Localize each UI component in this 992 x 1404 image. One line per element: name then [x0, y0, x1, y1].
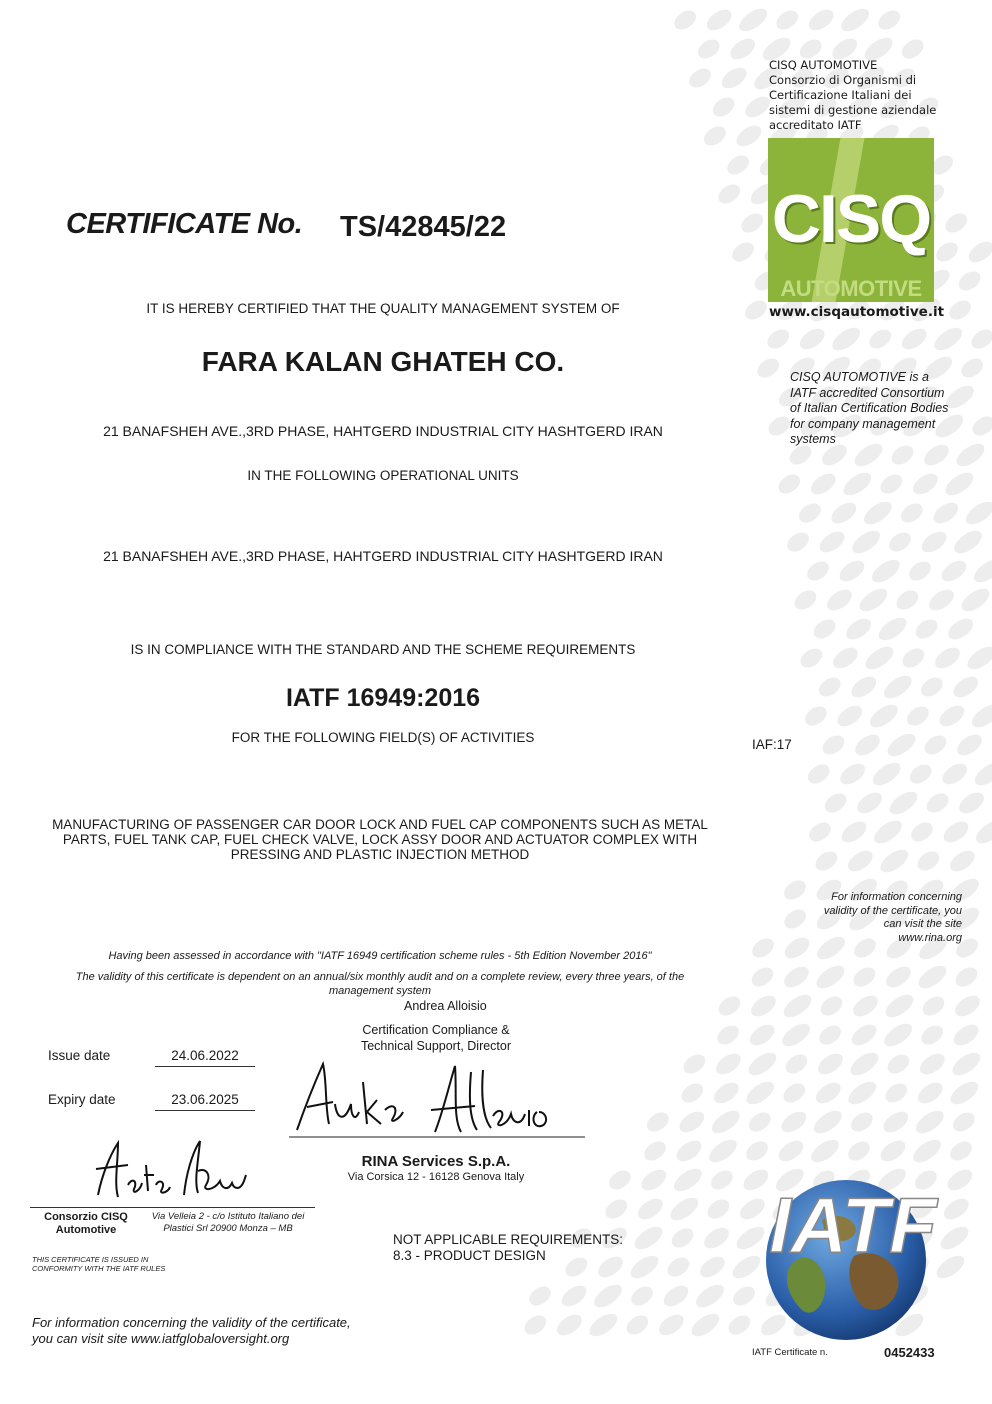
- background-dot: [738, 210, 767, 237]
- background-dot: [964, 642, 992, 673]
- background-dot: [938, 556, 970, 585]
- issued-conformity-line: CONFORMITY WITH THE IATF RULES: [32, 1264, 166, 1273]
- background-dot: [953, 439, 988, 470]
- background-dot: [605, 1167, 634, 1194]
- background-dot: [781, 877, 810, 904]
- background-dot: [931, 643, 963, 672]
- iatf-globe-logo: [758, 1160, 948, 1345]
- background-dot: [866, 326, 895, 353]
- iatf-certificate-label: IATF Certificate n.: [752, 1347, 828, 1358]
- consortium-name-line: Automotive: [55, 1224, 117, 1236]
- background-dot: [862, 642, 897, 673]
- cisq-header-line: CISQ AUTOMOTIVE: [769, 58, 878, 72]
- background-dot: [718, 63, 750, 92]
- cisq-description-line: systems: [790, 432, 836, 446]
- cisq-url: www.cisqautomotive.it: [769, 304, 945, 320]
- background-dot: [813, 961, 848, 992]
- background-dot: [724, 152, 753, 179]
- background-dot: [812, 848, 841, 875]
- background-dot: [845, 1077, 880, 1108]
- background-dot: [944, 1165, 976, 1194]
- background-dot: [748, 964, 777, 991]
- background-dot: [923, 790, 952, 817]
- background-dot: [939, 759, 971, 788]
- background-dot: [791, 587, 820, 614]
- iaf-code: IAF:17: [752, 737, 792, 752]
- signatory-role: [336, 1023, 536, 1054]
- background-dot: [903, 703, 932, 730]
- consortium-address: [142, 1211, 314, 1234]
- background-dot: [962, 497, 992, 528]
- background-dot: [812, 1078, 844, 1107]
- issued-conformity-note: [32, 1255, 165, 1273]
- background-dot: [925, 585, 957, 614]
- background-dot: [908, 819, 937, 846]
- cisq-description: [790, 370, 948, 448]
- background-dot: [949, 1109, 978, 1136]
- rina-info: [824, 891, 962, 945]
- background-dot: [805, 5, 837, 34]
- consortium-address-line: Via Velleia 2 - c/o Istituto Italiano dei: [151, 1211, 305, 1222]
- signatory-name: Andrea Alloisio: [404, 999, 487, 1013]
- cisq-description-line: CISQ AUTOMOTIVE is a: [790, 370, 929, 384]
- background-dot: [884, 729, 919, 760]
- certified-intro: IT IS HEREBY CERTIFIED THAT THE QUALITY MANAGEMENT SYSTEM OF: [146, 301, 620, 316]
- background-dot: [972, 816, 992, 847]
- background-dot: [780, 1080, 809, 1107]
- background-dot: [709, 94, 738, 121]
- background-dot: [526, 1283, 555, 1310]
- not-applicable-item: 8.3 - PRODUCT DESIGN: [393, 1248, 546, 1263]
- assessment-note: Having been assessed in accordance with "IATF 16949 certification scheme rules - 5th Edition November 2016": [108, 950, 652, 962]
- background-dot: [916, 1049, 948, 1078]
- cisq-header: [769, 58, 936, 133]
- background-dot: [843, 614, 875, 643]
- background-dot: [707, 1167, 736, 1194]
- cisq-description-line: of Italian Certification Bodies: [790, 401, 949, 415]
- background-dot: [856, 584, 891, 615]
- background-dot: [853, 788, 885, 817]
- background-dot: [747, 991, 779, 1020]
- background-dot: [829, 323, 864, 354]
- consortium-signature-line: [30, 1207, 315, 1208]
- background-dot: [870, 816, 905, 847]
- background-dot: [950, 526, 985, 557]
- background-dot: [877, 471, 906, 498]
- cisq-description-line: for company management: [790, 416, 936, 431]
- background-dot: [829, 643, 861, 672]
- oversight-note: [32, 1315, 351, 1346]
- background-dot: [781, 933, 813, 962]
- standard-name: IATF 16949:2016: [285, 684, 481, 712]
- background-dot: [880, 1019, 915, 1050]
- rina-info-line: www.rina.org: [898, 931, 962, 944]
- background-dot: [946, 846, 978, 875]
- company-name: FARA KALAN GHATEH CO.: [201, 346, 565, 377]
- background-dot: [700, 123, 729, 150]
- compliance-intro: IS IN COMPLIANCE WITH THE STANDARD AND THE SCHEME REQUIREMENTS: [130, 642, 636, 657]
- background-dot: [773, 7, 802, 34]
- background-dot: [692, 1280, 727, 1311]
- background-dot: [797, 645, 826, 672]
- background-dot: [806, 819, 835, 846]
- issued-conformity-line: THIS CERTIFICATE IS ISSUED IN: [32, 1255, 149, 1264]
- background-dot: [553, 1310, 585, 1339]
- background-dot: [906, 558, 935, 585]
- background-dot: [875, 7, 904, 34]
- background-dot: [735, 4, 770, 35]
- background-dot: [869, 758, 904, 789]
- background-dot: [834, 701, 866, 730]
- background-dot: [673, 1136, 705, 1165]
- background-dot: [933, 239, 962, 266]
- background-dot: [817, 993, 846, 1020]
- background-dot: [631, 1222, 666, 1253]
- background-dot: [880, 1107, 912, 1136]
- background-dot: [880, 671, 915, 702]
- background-dot: [882, 990, 917, 1021]
- background-dot: [940, 817, 972, 846]
- background-dot: [942, 210, 971, 237]
- rina-company-name: RINA Services S.p.A.: [361, 1153, 511, 1170]
- background-dot: [838, 817, 870, 846]
- background-dot: [712, 1049, 744, 1078]
- background-dot: [643, 1109, 672, 1136]
- consortium-name-line: Consorzio CISQ: [44, 1211, 128, 1223]
- background-dot: [715, 181, 744, 208]
- cisq-automotive-logo: [768, 138, 934, 302]
- background-dot: [899, 645, 928, 672]
- background-dot: [688, 1309, 723, 1340]
- background-dot: [660, 1281, 692, 1310]
- rina-info-line: can visit the site: [883, 918, 962, 930]
- background-dot: [847, 1109, 876, 1136]
- background-dot: [703, 5, 735, 34]
- expiry-date-label: Expiry date: [48, 1092, 116, 1107]
- background-dot: [917, 674, 946, 701]
- background-dot: [627, 1251, 662, 1282]
- background-dot: [667, 1193, 702, 1224]
- background-dot: [950, 1020, 982, 1049]
- background-dot: [634, 1194, 666, 1223]
- background-dot: [958, 355, 987, 382]
- unit-address: 21 BANAFSHEH AVE.,3RD PHASE, HAHTGERD INDUSTRIAL CITY HASHTGERD IRAN: [103, 548, 663, 564]
- background-dot: [743, 1077, 778, 1108]
- units-intro: IN THE FOLLOWING OPERATIONAL UNITS: [247, 468, 519, 483]
- background-dot: [949, 1048, 984, 1079]
- background-dot: [968, 700, 992, 731]
- background-dot: [886, 529, 915, 556]
- background-dot: [602, 1196, 631, 1223]
- rina-info-line: validity of the certificate, you: [823, 904, 962, 917]
- background-dot: [628, 1283, 657, 1310]
- iatf-certificate-number: 0452433: [884, 1345, 935, 1360]
- background-dot: [946, 297, 975, 324]
- background-dot: [877, 845, 912, 876]
- rina-info-line: For information concerning: [831, 891, 962, 903]
- background-dot: [781, 906, 810, 933]
- background-dot: [784, 529, 813, 556]
- background-dot: [815, 674, 844, 701]
- background-dot: [860, 497, 895, 528]
- expiry-date-value: 23.06.2025: [155, 1092, 255, 1111]
- background-dot: [837, 4, 872, 35]
- certificate-number: TS/42845/22: [340, 211, 507, 243]
- background-dot: [623, 1312, 652, 1339]
- issue-date-value: 24.06.2022: [155, 1048, 255, 1067]
- background-dot: [816, 1022, 845, 1049]
- background-dot: [951, 991, 983, 1020]
- certificate-title: CERTIFICATE No.: [66, 208, 303, 240]
- background-dot: [850, 964, 879, 991]
- background-dot: [778, 1107, 810, 1136]
- validity-note-line: management system: [328, 985, 432, 997]
- cisq-header-line: accreditato IATF: [769, 118, 862, 132]
- background-dot: [804, 558, 833, 585]
- background-dot: [708, 1106, 743, 1137]
- scope-of-activities: [40, 817, 720, 862]
- background-dot: [745, 1048, 780, 1079]
- rina-address: Via Corsica 12 - 16128 Genova Italy: [347, 1171, 525, 1183]
- background-dot: [641, 1138, 670, 1165]
- background-dot: [844, 846, 876, 875]
- background-dot: [778, 1019, 813, 1050]
- background-dot: [638, 1165, 670, 1194]
- background-dot: [823, 585, 855, 614]
- background-dot: [868, 555, 903, 586]
- background-dot: [936, 701, 968, 730]
- background-dot: [915, 961, 950, 992]
- background-dot: [696, 1252, 728, 1281]
- background-dot: [931, 323, 966, 354]
- background-dot: [705, 1135, 740, 1166]
- background-dot: [945, 614, 977, 643]
- background-dot: [810, 616, 839, 643]
- background-dot: [796, 324, 828, 353]
- scope-line: PARTS, FUEL TANK CAP, FUEL CHECK VALVE, LOCK ASSY DOOR AND ACTUATOR COMPLEX WITH: [62, 832, 698, 847]
- background-dot: [836, 556, 868, 585]
- fields-intro: FOR THE FOLLOWING FIELD(S) OF ACTIVITIES: [231, 730, 535, 745]
- background-dot: [725, 1312, 754, 1339]
- consortium-name: [36, 1211, 136, 1237]
- background-dot: [875, 613, 910, 644]
- background-dot: [914, 848, 943, 875]
- background-dot: [749, 935, 778, 962]
- cisq-header-line: Consorzio di Organismi di: [769, 73, 917, 87]
- background-dot: [918, 527, 950, 556]
- background-dot: [590, 1280, 625, 1311]
- background-dot: [898, 324, 930, 353]
- background-dot: [837, 759, 869, 788]
- background-dot: [914, 1078, 946, 1107]
- background-dot: [958, 584, 992, 615]
- background-dot: [849, 991, 881, 1020]
- background-dot: [969, 413, 992, 440]
- background-dot: [819, 732, 848, 759]
- background-dot: [816, 527, 848, 556]
- background-dot: [814, 1049, 846, 1078]
- background-dot: [840, 468, 875, 499]
- background-dot: [866, 700, 901, 731]
- background-dot: [714, 1022, 743, 1049]
- background-dot: [804, 761, 833, 788]
- background-dot: [775, 471, 804, 498]
- background-dot: [780, 990, 815, 1021]
- director-signature: [285, 1052, 590, 1142]
- background-dot: [586, 1309, 621, 1340]
- background-dot: [730, 1283, 759, 1310]
- background-dot: [678, 1080, 707, 1107]
- cisq-logo-text: CISQ: [771, 181, 931, 257]
- background-dot: [968, 326, 992, 353]
- background-dot: [745, 1109, 774, 1136]
- background-dot: [686, 65, 715, 92]
- background-dot: [955, 268, 984, 295]
- background-dot: [884, 1051, 913, 1078]
- background-dot: [558, 1281, 590, 1310]
- background-dot: [671, 7, 700, 34]
- background-dot: [847, 1048, 882, 1079]
- not-applicable-title: NOT APPLICABLE REQUIREMENTS:: [393, 1232, 624, 1247]
- background-dot: [782, 1051, 811, 1078]
- cisq-header-line: Certificazione Italiani dei: [769, 88, 912, 102]
- background-dot: [795, 500, 824, 527]
- background-dot: [919, 993, 948, 1020]
- background-dot: [952, 964, 981, 991]
- background-dot: [710, 1078, 742, 1107]
- background-dot: [882, 962, 914, 991]
- background-dot: [897, 500, 926, 527]
- not-applicable-requirements: [393, 1232, 623, 1264]
- background-dot: [886, 787, 921, 818]
- background-dot: [680, 1051, 709, 1078]
- scope-line: MANUFACTURING OF PASSENGER CAR DOOR LOCK AND FUEL CAP COMPONENTS SUCH AS METAL: [52, 817, 708, 832]
- consortium-address-line: Plastici Srl 20900 Monza – MB: [163, 1222, 293, 1234]
- background-dot: [893, 587, 922, 614]
- background-dot: [828, 498, 860, 527]
- background-dot: [729, 239, 758, 266]
- background-dot: [780, 962, 812, 991]
- consortium-signature: [88, 1135, 258, 1205]
- background-dot: [754, 355, 783, 382]
- background-dot: [704, 1196, 733, 1223]
- background-dot: [921, 732, 950, 759]
- background-dot: [912, 616, 941, 643]
- scope-line: PRESSING AND PLASTIC INJECTION METHOD: [230, 847, 530, 862]
- background-dot: [668, 1225, 697, 1252]
- background-dot: [912, 1106, 947, 1137]
- background-dot: [670, 1164, 705, 1195]
- background-dot: [655, 1310, 687, 1339]
- background-dot: [521, 1312, 550, 1339]
- background-dot: [970, 555, 992, 586]
- background-dot: [807, 469, 839, 498]
- background-dot: [947, 1077, 982, 1108]
- company-address: 21 BANAFSHEH AVE.,3RD PHASE, HAHTGERD INDUSTRIAL CITY HASHTGERD IRAN: [103, 423, 663, 439]
- background-dot: [848, 526, 883, 557]
- background-dot: [848, 672, 880, 701]
- background-dot: [953, 730, 985, 759]
- oversight-note-line: For information concerning the validity of the certificate,: [32, 1315, 351, 1330]
- signatory-role-line: Technical Support, Director: [360, 1038, 512, 1053]
- background-dot: [764, 326, 793, 353]
- background-dot: [676, 1107, 708, 1136]
- background-dot: [882, 1080, 911, 1107]
- background-dot: [930, 498, 962, 527]
- background-dot: [810, 1106, 845, 1137]
- issue-date-label: Issue date: [48, 1048, 111, 1063]
- background-dot: [746, 1020, 778, 1049]
- background-dot: [971, 758, 992, 789]
- background-dot: [801, 703, 830, 730]
- background-dot: [694, 36, 723, 63]
- background-dot: [947, 1138, 976, 1165]
- background-dot: [942, 468, 977, 499]
- background-dot: [965, 237, 992, 266]
- background-dot: [742, 297, 771, 324]
- background-dot: [906, 761, 935, 788]
- background-dot: [950, 672, 982, 701]
- background-dot: [700, 1223, 732, 1252]
- background-dot: [909, 469, 941, 498]
- signatory-role-line: Certification Compliance &: [362, 1023, 510, 1037]
- background-dot: [733, 121, 765, 150]
- validity-note: [40, 970, 720, 998]
- cisq-header-line: sistemi di gestione aziendale: [769, 103, 937, 117]
- oversight-note-line: you can visit site www.iatfglobaloversight.org: [32, 1330, 290, 1346]
- cisq-description-line: IATF accredited Consortium: [790, 385, 945, 400]
- validity-note-line: The validity of this certificate is dependent on an annual/six monthly audit and on a complete review, every three years, of the: [75, 971, 685, 983]
- iatf-logo-text: IATF: [769, 1181, 937, 1269]
- cisq-logo-subtext: AUTOMOTIVE: [780, 276, 922, 301]
- background-dot: [918, 1022, 947, 1049]
- background-dot: [955, 788, 987, 817]
- background-dot: [664, 1254, 693, 1281]
- background-dot: [821, 790, 850, 817]
- background-dot: [848, 1020, 880, 1049]
- background-dot: [851, 730, 883, 759]
- background-dot: [727, 34, 759, 63]
